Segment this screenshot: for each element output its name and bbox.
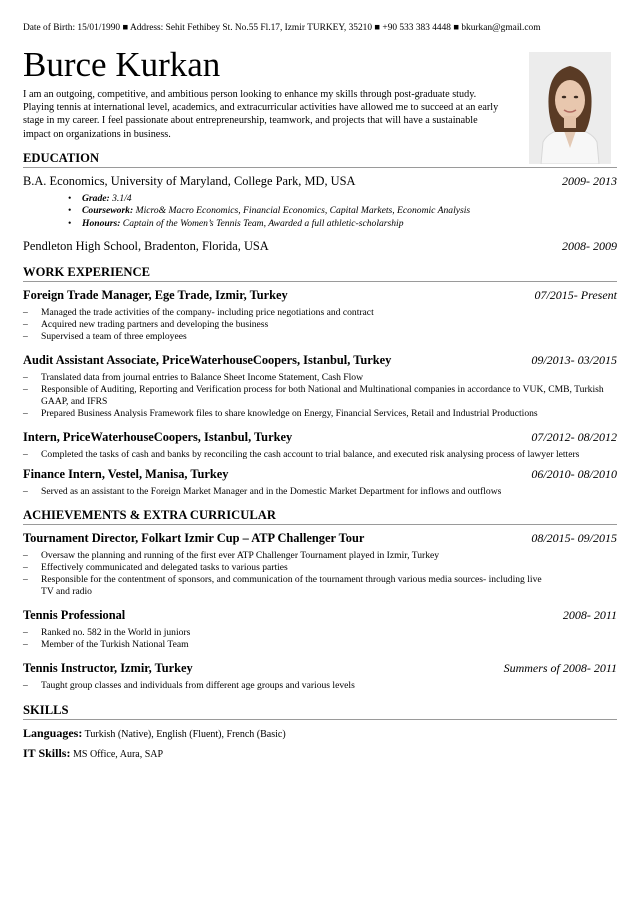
entry-date: 2008- 2009 [562,239,617,254]
portrait-image [529,52,611,164]
profile-photo [529,52,611,164]
work-entry [23,430,617,445]
dash-marker: – [23,408,28,420]
entry-title: Audit Assistant Associate, PriceWaterhouseCoopers, Istanbul, Turkey [23,353,392,368]
education-entry [23,239,617,254]
entry-date: 06/2010- 08/2010 [531,467,617,482]
entry-date: 2008- 2011 [562,608,617,623]
item-text: Completed the tasks of cash and banks by reconciling the cash account to trial balance, and executed risk analysing process of lawyer letters [41,449,580,461]
entry-title: Tennis Instructor, Izmir, Turkey [23,661,193,676]
entry-date: 07/2015- Present [534,288,617,303]
list-item [23,307,617,319]
detail-label: Grade: [82,192,110,204]
detail-text: Captain of the Women’s Tennis Team, Awarded a full athletic-scholarship [120,217,404,229]
section-title-education: EDUCATION [23,151,617,168]
work-entry [23,288,617,303]
item-text: Ranked no. 582 in the World in juniors [41,627,191,639]
dash-marker: – [23,562,28,574]
section-title-skills: SKILLS [23,703,617,720]
contact-line: Date of Birth: 15/01/1990 ■ Address: Sehit Fethibey St. No.55 Fl.17, Izmir TURKEY, 35210 ■ +90 533 383 4448 ■ bkurkan@gmail.com [23,23,541,33]
work-entry [23,467,617,482]
skill-label: Languages: [23,726,83,741]
item-text: Effectively communicated and delegated tasks to various parties [41,562,288,574]
education-section [23,151,617,254]
list-item [23,331,617,343]
list-item [23,449,617,461]
achievements-section [23,508,617,692]
skill-value: MS Office, Aura, SAP [70,749,164,761]
list-item [23,627,617,639]
it-skill [23,746,617,762]
entry-date: 09/2013- 03/2015 [531,353,617,368]
dash-marker: – [23,331,28,343]
dash-marker: – [23,574,28,586]
item-text: Acquired new trading partners and developing the business [41,319,269,331]
skill-label: IT Skills: [23,746,71,761]
dash-marker: – [23,550,28,562]
bullet-marker: • [68,217,72,229]
item-text: Prepared Business Analysis Framework files to share knowledge on Energy, Financial Services, Retail and Industrial Productions [41,408,538,420]
candidate-name: Burce Kurkan [23,45,221,84]
list-item [68,193,617,205]
achievement-details [23,680,617,692]
profile-summary: I am an outgoing, competitive, and ambitious person looking to enhance my skills through post-graduate study. Playing tennis at international level, academics, and extracurricular activities have allowed me to succeed at an early stage in my career. I feel passionate about entrepreneurship, teamwork, and projects that will have a sustainable impact on organizations in business. [23,89,499,140]
entry-title: Tennis Professional [23,608,126,623]
achievement-entry [23,661,617,676]
bullet-marker: • [68,205,72,217]
entry-title: Finance Intern, Vestel, Manisa, Turkey [23,467,229,482]
list-item [68,205,617,217]
list-item [68,218,617,230]
resume-page [23,22,617,762]
work-duties [23,372,617,420]
dash-marker: – [23,627,28,639]
list-item [23,574,617,598]
dash-marker: – [23,307,28,319]
dash-marker: – [23,486,28,498]
detail-text: Micro& Macro Economics, Financial Economics, Capital Markets, Economic Analysis [133,205,471,217]
work-duties [23,307,617,343]
work-entry [23,353,617,368]
entry-date: 07/2012- 08/2012 [531,430,617,445]
item-text: Responsible of Auditing, Reporting and Verification process for both National and Multinational companies in accordance to VUK, CMB, Turkish GAAP, and IFRS [41,384,604,408]
entry-title: Pendleton High School, Bradenton, Florida, USA [23,239,269,254]
work-section [23,265,617,498]
achievement-entry [23,531,617,546]
entry-date: 08/2015- 09/2015 [531,531,617,546]
achievement-details [23,550,617,598]
item-text: Translated data from journal entries to Balance Sheet Income Statement, Cash Flow [41,372,364,384]
item-text: Managed the trade activities of the company- including price negotiations and contract [41,307,374,319]
list-item [23,562,617,574]
list-item [23,550,617,562]
dash-marker: – [23,639,28,651]
list-item [23,639,617,651]
entry-title: Tournament Director, Folkart Izmir Cup – ATP Challenger Tour [23,531,365,546]
section-title-work: WORK EXPERIENCE [23,265,617,282]
detail-label: Honours: [82,217,121,229]
achievement-details [23,627,617,651]
detail-text: 3.1/4 [109,192,132,204]
work-duties [23,449,617,461]
list-item [23,384,617,408]
item-text: Oversaw the planning and running of the first ever ATP Challenger Tournament played in Izmir, Turkey [41,550,440,562]
skill-value: Turkish (Native), English (Fluent), French (Basic) [82,729,286,741]
dash-marker: – [23,384,28,396]
item-text: Responsible for the contentment of sponsors, and communication of the tournament through various media sources- including live TV and radio [41,574,542,598]
skills-section [23,703,617,762]
entry-title: Foreign Trade Manager, Ege Trade, Izmir, Turkey [23,288,288,303]
education-details [68,193,617,230]
item-text: Supervised a team of three employees [41,331,187,343]
item-text: Taught group classes and individuals from different age groups and various levels [41,680,355,692]
entry-date: 2009- 2013 [562,173,617,188]
languages-skill [23,726,617,742]
item-text: Served as an assistant to the Foreign Market Manager and in the Domestic Market Department for inflows and outflows [41,486,502,498]
bullet-marker: • [68,192,72,204]
work-duties [23,486,617,498]
section-title-achievements: ACHIEVEMENTS & EXTRA CURRICULAR [23,508,617,525]
achievement-entry [23,608,617,623]
list-item [23,680,617,692]
dash-marker: – [23,372,28,384]
dash-marker: – [23,449,28,461]
list-item [23,486,617,498]
list-item [23,319,617,331]
list-item [23,408,617,420]
detail-label: Coursework: [82,205,134,217]
dash-marker: – [23,680,28,692]
entry-title: Intern, PriceWaterhouseCoopers, Istanbul, Turkey [23,430,293,445]
education-entry [23,174,617,189]
item-text: Member of the Turkish National Team [41,639,189,651]
dash-marker: – [23,319,28,331]
entry-date: Summers of 2008- 2011 [503,661,617,676]
entry-title: B.A. Economics, University of Maryland, College Park, MD, USA [23,173,356,188]
list-item [23,372,617,384]
